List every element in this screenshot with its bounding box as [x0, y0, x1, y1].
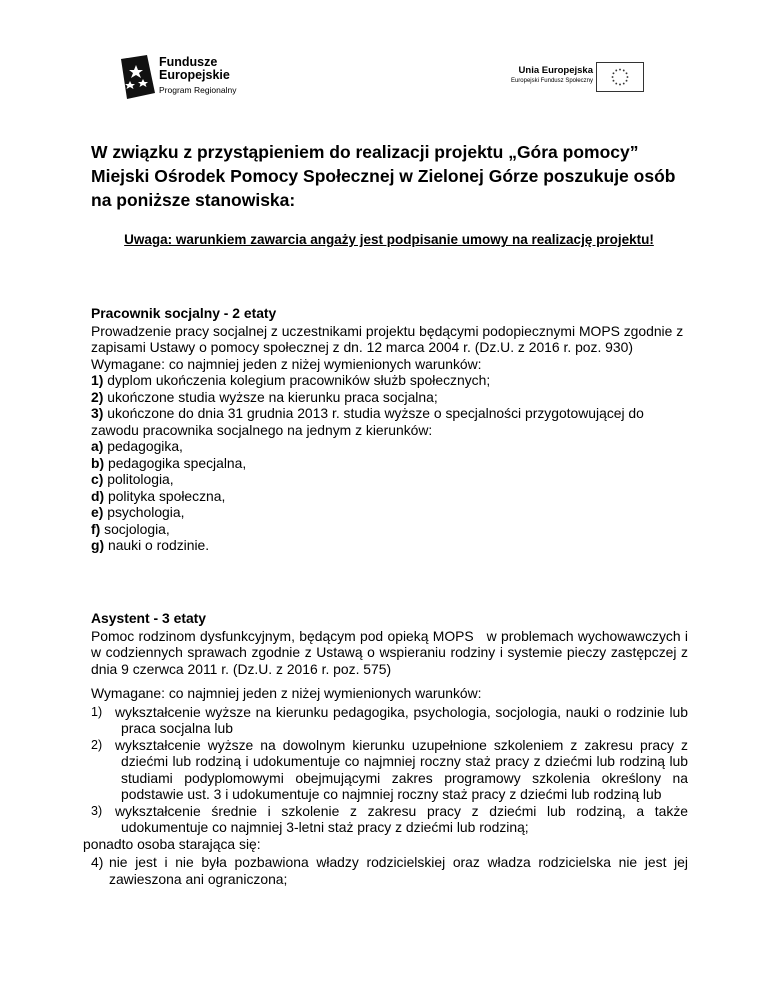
- requirements-list: [91, 704, 688, 836]
- page-headline: W związku z przystąpieniem do realizacji projektu „Góra pomocy” Miejski Ośrodek Pomocy Społecznej w Zielonej Górze poszukuje osób na poniższe stanowiska:: [91, 142, 676, 210]
- list-item: 4) nie jest i nie była pozbawiona władzy rodzicielskiej oraz władza rodzicielska nie jest jej zawieszona ani ograniczona;: [91, 854, 688, 887]
- section-description: Pomoc rodzinom dysfunkcyjnym, będącym pod opieką MOPS w problemach wychowawczych i w codziennych sprawach zgodnie z Ustawą o wspieraniu rodziny i systemie pieczy zastępczej z dnia 9 czerwca 2011 r. (Dz.U. z 2016 r. poz. 575): [91, 627, 692, 677]
- requirements-list: [91, 372, 688, 554]
- ue-logo-line2: Europejski Fundusz Społeczny: [510, 78, 593, 84]
- section-title: Pracownik socjalny - 2 etaty: [91, 305, 277, 321]
- unia-europejska-logo: [497, 62, 647, 92]
- list-item: 3) ukończone do dnia 31 grudnia 2013 r. studia wyższe o specjalności przygotowującej do zawodu pracownika socjalnego na jednym z kierunków:: [91, 405, 644, 438]
- fundusze-europejskie-logo: [121, 55, 251, 99]
- list-item: g) nauki o rodzinie.: [91, 537, 210, 553]
- fe-logo-line2: Europejskie: [159, 68, 230, 82]
- list-item: 3) wykształcenie średnie i szkolenie z zakresu pracy z dziećmi lub rodziną, a także udokumentuje co najmniej 3-letni staż pracy z dziećmi lub rodziną;: [91, 802, 688, 835]
- list-item: 2) ukończone studia wyższe na kierunku praca socjalna;: [91, 388, 438, 405]
- list-item: 1) dyplom ukończenia kolegium pracowników służb społecznych;: [91, 372, 491, 388]
- notice-text: Uwaga: warunkiem zawarcia angaży jest podpisanie umowy na realizację projektu!: [124, 232, 654, 247]
- connector-text: ponadto osoba starająca się:: [83, 835, 261, 852]
- requirements-list-continued: [91, 854, 688, 887]
- section-title: Asystent - 3 etaty: [91, 610, 207, 626]
- list-item: d) polityka społeczna,: [91, 487, 226, 504]
- ue-logo-line1: Unia Europejska: [518, 65, 593, 76]
- list-item: 1) wykształcenie wyższe na kierunku pedagogika, psychologia, socjologia, nauki o rodzinie lub praca socjalna lub: [91, 703, 688, 736]
- list-item: a) pedagogika,: [91, 438, 183, 454]
- fe-logo-line1: Fundusze: [159, 55, 218, 69]
- section-pracownik-socjalny: [91, 305, 688, 554]
- fundusze-europejskie-star-icon: [121, 55, 155, 99]
- list-item: 2) wykształcenie wyższe na dowolnym kierunku uzupełnione szkoleniem z zakresu pracy z dziećmi lub rodziną i udokumentuje co najmniej roczny staż pracy z dziećmi lub rodziną lub studiami podyplomowymi obejmującymi zakres programowy szkolenia określony na podstawie ust. 3 i udokumentuje co najmniej roczny staż pracy z dziećmi lub rodziną lub: [91, 736, 688, 802]
- section-description: Prowadzenie pracy socjalnej z uczestnikami projektu będącymi podopiecznymi MOPS zgodnie z zapisami Ustawy o pomocy społecznej z dn. 12 marca 2004 r. (Dz.U. z 2016 r. poz. 930): [91, 322, 684, 355]
- list-item: c) politologia,: [91, 471, 174, 487]
- fe-logo-line3: Program Regionalny: [159, 85, 237, 95]
- requirements-label: Wymagane: co najmniej jeden z niżej wymienionych warunków:: [91, 355, 482, 372]
- list-item: e) psychologia,: [91, 504, 185, 520]
- list-item: f) socjologia,: [91, 520, 170, 537]
- section-asystent: [83, 610, 692, 887]
- eu-flag-icon: [596, 62, 644, 92]
- list-item: b) pedagogika specjalna,: [91, 454, 247, 471]
- requirements-label: Wymagane: co najmniej jeden z niżej wymienionych warunków:: [91, 685, 482, 701]
